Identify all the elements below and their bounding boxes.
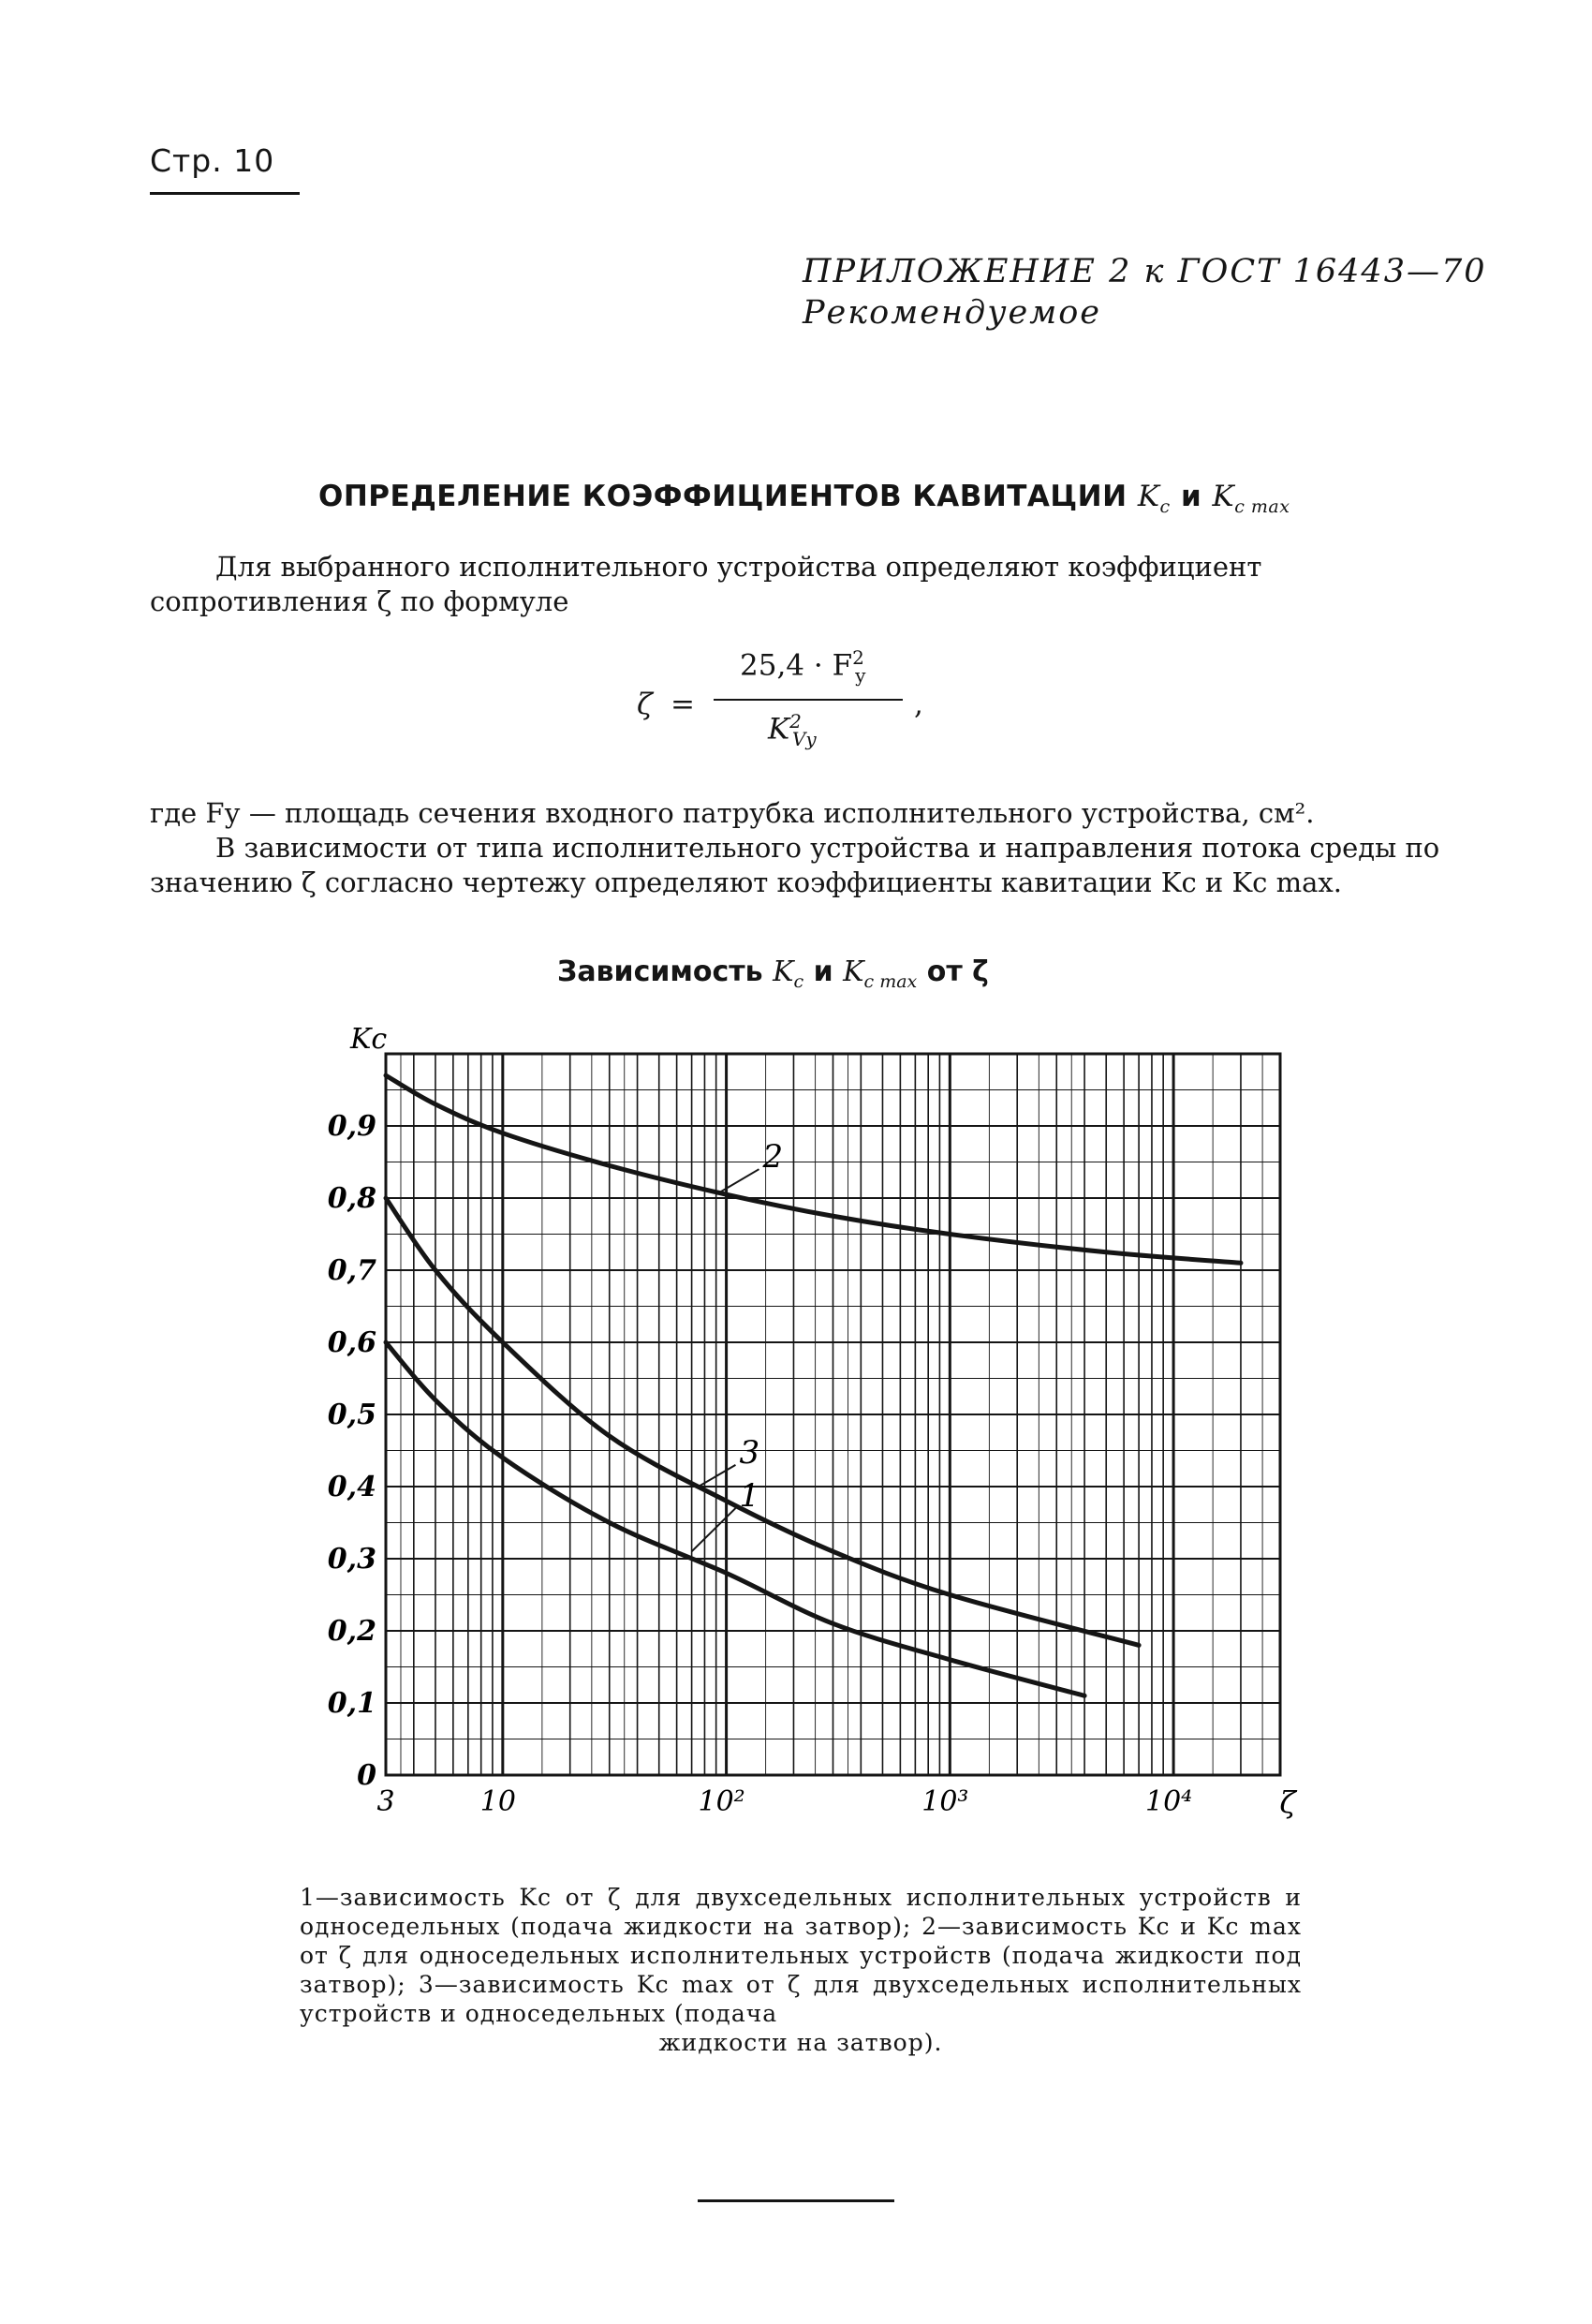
formula-lhs: ζ — [637, 688, 653, 721]
figure-caption — [300, 1883, 1302, 2057]
curve-1 — [386, 1342, 1084, 1695]
curve-label-2: 2 — [762, 1138, 784, 1177]
x-axis-label: ζ — [1279, 1784, 1296, 1820]
curve-2 — [386, 1075, 1241, 1263]
bottom-rule — [698, 2199, 894, 2202]
curve-label-leader-1 — [692, 1508, 736, 1551]
heading-kcmax: $K_{c max}$ — [1212, 480, 1290, 518]
formula-denominator: $K^2_{Vу}$ — [768, 710, 817, 750]
y-tick-label: 0,4 — [327, 1471, 376, 1503]
heading-kc: $K_c$ — [1137, 480, 1171, 518]
chart-title: Зависимость $K_c$ и $K_{c max}$ от ζ — [557, 955, 989, 992]
caption-last-line: жидкости на затвор). — [658, 2029, 943, 2056]
curve-label-leader-2 — [716, 1169, 759, 1194]
where-paragraph: где Fу — площадь сечения входного патрубка исполнительного устройства, см². — [150, 797, 1315, 829]
x-tick-label: 10⁴ — [1144, 1785, 1193, 1818]
explanation-paragraph: В зависимости от типа исполнительного устройства и направления потока среды по значению ζ согласно чертежу определяют коэффициенты кавитации Kc и Kc max. — [150, 832, 1440, 898]
heading-text: ОПРЕДЕЛЕНИЕ КОЭФФИЦИЕНТОВ КАВИТАЦИИ — [318, 480, 1128, 513]
curve-label-3: 3 — [739, 1433, 760, 1472]
y-tick-label: 0,9 — [327, 1110, 376, 1143]
y-tick-label: 0,7 — [327, 1254, 376, 1287]
x-tick-label: 3 — [376, 1785, 395, 1818]
y-tick-label: 0,5 — [327, 1399, 376, 1431]
y-tick-label: 0,8 — [327, 1182, 376, 1215]
appendix-title: ПРИЛОЖЕНИЕ 2 к ГОСТ 16443—70 — [803, 253, 1487, 290]
appendix-header — [803, 251, 1487, 333]
page-number: Стр. 10 — [150, 142, 275, 179]
formula-equals: = — [671, 688, 695, 721]
fraction-bar — [714, 699, 903, 701]
y-tick-label: 0,6 — [327, 1326, 376, 1359]
intro-paragraph: Для выбранного исполнительного устройства определяют коэффициент сопротивления ζ по формуле — [150, 551, 1262, 617]
caption-text: 1—зависимость Kc от ζ для двухседельных исполнительных устройств и односедельных (подача жидкости на затвор); 2—зависимость Kc и Kc max от ζ для односедельных исполнительных устройств (подача жидкости под затвор); 3—зависимость Kc max от ζ для двухседельных исполнительных устройств и односедельных (подача — [300, 1884, 1302, 2027]
heading-and: и — [1181, 480, 1202, 513]
y-axis-label: Kc — [350, 1023, 388, 1056]
y-tick-label: 0,1 — [327, 1687, 376, 1720]
formula-comma: , — [914, 688, 923, 721]
x-tick-label: 10³ — [921, 1785, 969, 1818]
curve-label-1: 1 — [739, 1477, 760, 1516]
section-heading — [318, 480, 1290, 517]
y-tick-label: 0,2 — [327, 1615, 376, 1648]
appendix-status: Рекомендуемое — [803, 294, 1102, 332]
x-tick-label: 10² — [698, 1785, 745, 1818]
y-tick-label: 0,3 — [327, 1543, 376, 1576]
x-tick-label: 10 — [479, 1785, 516, 1818]
formula-numerator: $25,4 \cdot F^2_у$ — [740, 646, 866, 687]
chart-title-kc: $K_c$ — [773, 955, 804, 992]
y-tick-label: 0 — [357, 1759, 376, 1792]
resistance-formula — [637, 646, 955, 777]
page-number-underline — [150, 192, 300, 195]
chart-title-kcmax: $K_{c max}$ — [843, 955, 918, 992]
curve-3 — [386, 1198, 1139, 1645]
kc-chart — [318, 1016, 1311, 1859]
